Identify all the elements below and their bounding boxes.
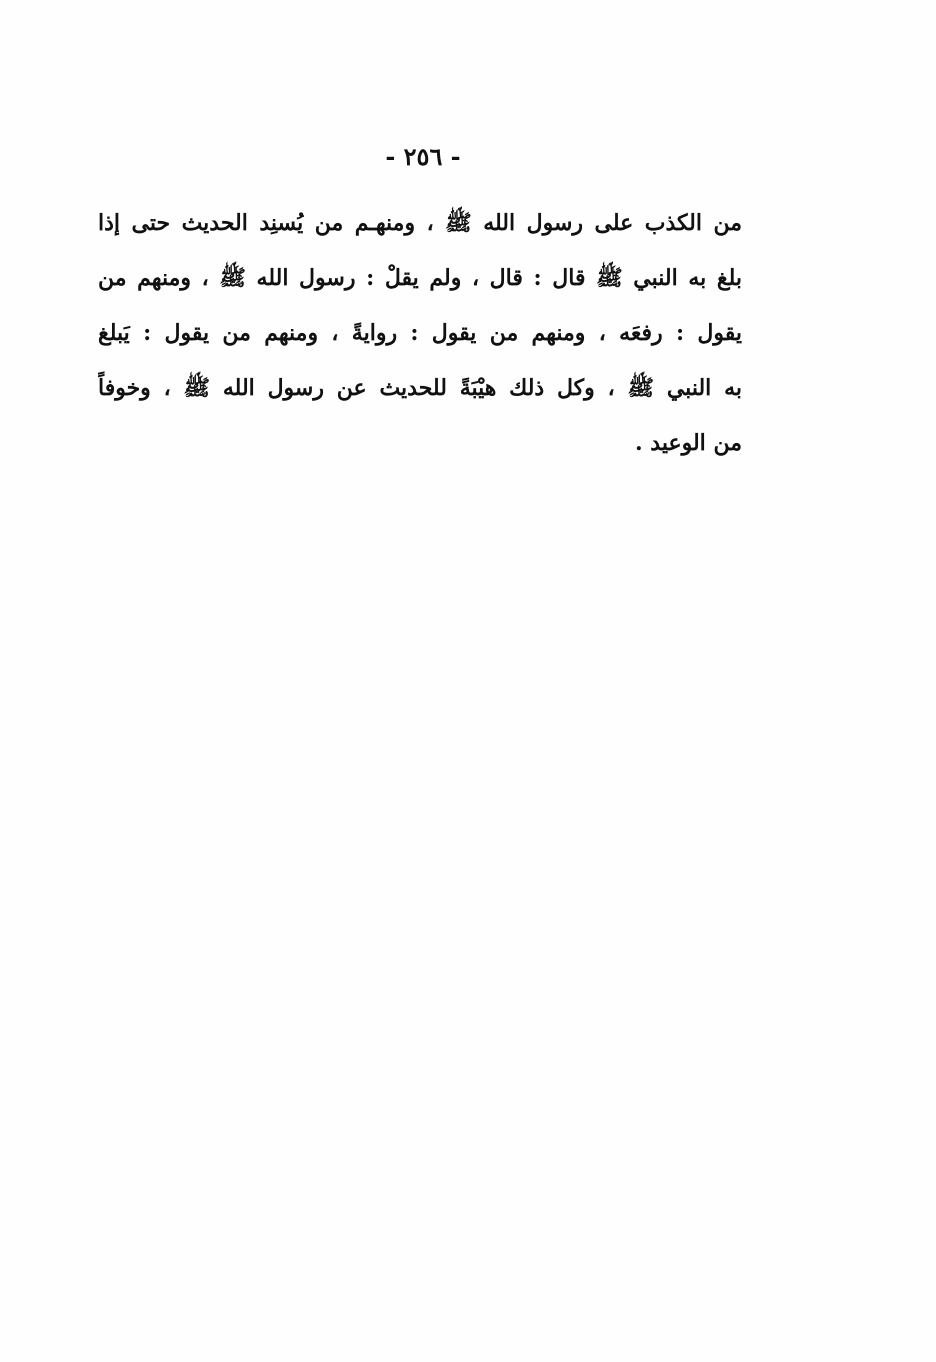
text-line: يقول : رفعَه ، ومنهم من يقول : روايةً ، ومنهم من يقول : يَبلغ (98, 320, 742, 346)
body-text (98, 196, 742, 471)
page-number: - ٢٥٦ - (385, 142, 461, 171)
text-line: بلغ به النبي ﷺ قال : قال ، ولم يقلْ : رسول الله ﷺ ، ومنهم من (98, 265, 742, 291)
text-line: من الكذب على رسول الله ﷺ ، ومنهـم من يُسنِد الحديث حتى إذا (98, 210, 742, 236)
text-line: به النبي ﷺ ، وكل ذلك هيْبَةً للحديث عن رسول الله ﷺ ، وخوفاً (98, 375, 742, 401)
text-line: من الوعيد . (634, 430, 742, 456)
